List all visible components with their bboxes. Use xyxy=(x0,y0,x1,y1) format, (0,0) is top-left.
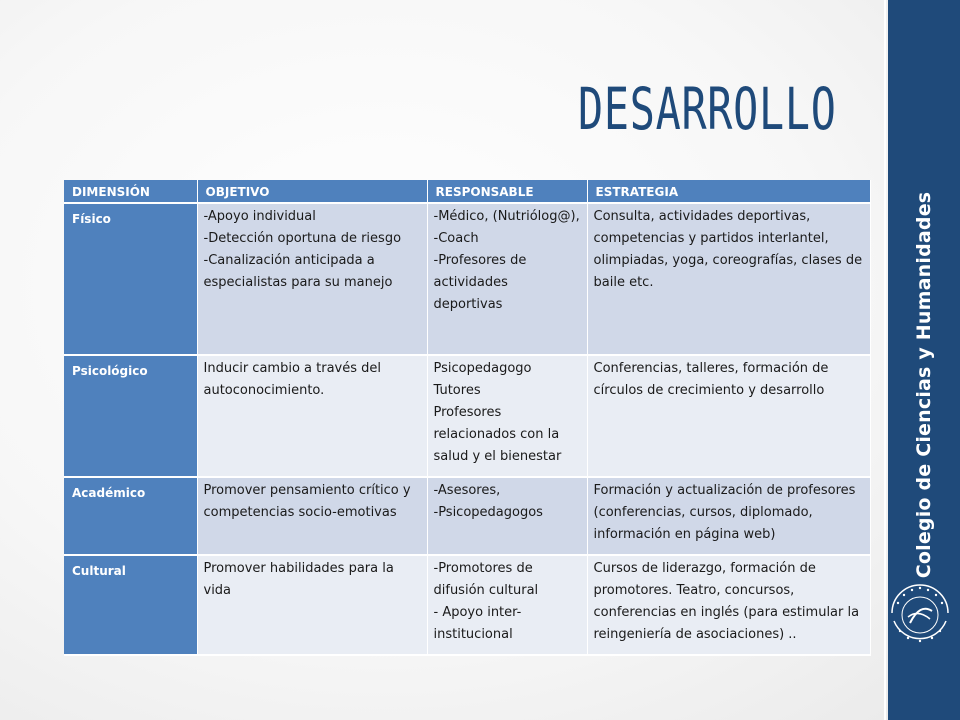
dimension-cell: Cultural xyxy=(64,555,197,655)
responsable-line: -Promotores de difusión cultural xyxy=(433,561,539,598)
responsable-line: - Apoyo inter-institucional xyxy=(433,605,522,642)
objetivo-cell xyxy=(197,355,427,477)
dimension-cell: Físico xyxy=(64,203,197,355)
objetivo-line: Inducir cambio a través del autoconocimiento. xyxy=(203,361,381,398)
estrategia-cell xyxy=(587,355,870,477)
objetivo-line: Promover pensamiento crítico y competencias socio-emotivas xyxy=(203,483,411,520)
responsable-line: -Asesores, xyxy=(433,483,501,498)
responsable-cell xyxy=(427,477,587,555)
page-title: DESARROLLO xyxy=(578,75,837,143)
header-dimension: DIMENSIÓN xyxy=(64,180,197,203)
header-responsable: RESPONSABLE xyxy=(427,180,587,203)
responsable-line: -Psicopedagogos xyxy=(433,505,543,520)
responsable-line: -Médico, (Nutriólog@), xyxy=(433,209,580,224)
table-row xyxy=(64,477,870,555)
objetivo-cell xyxy=(197,203,427,355)
responsable-cell xyxy=(427,555,587,655)
estrategia-line: Conferencias, talleres, formación de círculos de crecimiento y desarrollo xyxy=(593,361,829,398)
responsable-cell xyxy=(427,203,587,355)
table-row xyxy=(64,555,870,655)
objetivo-line: -Apoyo individual xyxy=(203,209,316,224)
table-row xyxy=(64,203,870,355)
objetivo-line: Promover habilidades para la vida xyxy=(203,561,394,598)
objetivo-cell xyxy=(197,477,427,555)
header-objetivo: OBJETIVO xyxy=(197,180,427,203)
responsable-line: Profesores relacionados con la salud y el bienestar xyxy=(433,405,562,464)
responsable-line: -Coach xyxy=(433,231,479,246)
responsable-cell xyxy=(427,355,587,477)
estrategia-line: Cursos de liderazgo, formación de promotores. Teatro, concursos, conferencias en inglés (para estimular la reingeniería de asociaciones) .. xyxy=(593,561,860,642)
objetivo-line: -Canalización anticipada a especialistas para su manejo xyxy=(203,253,393,290)
school-seal-icon xyxy=(880,573,960,653)
estrategia-cell xyxy=(587,477,870,555)
estrategia-cell xyxy=(587,203,870,355)
objetivo-cell xyxy=(197,555,427,655)
responsable-line: Psicopedagogo xyxy=(433,361,532,376)
development-table xyxy=(64,180,871,656)
dimension-cell: Psicológico xyxy=(64,355,197,477)
estrategia-line: Consulta, actividades deportivas, competencias y partidos interlantel, olimpiadas, yoga, coreografías, clases de baile etc. xyxy=(593,209,863,290)
dimension-cell: Académico xyxy=(64,477,197,555)
estrategia-line: Formación y actualización de profesores (conferencias, cursos, diplomado, información en página web) xyxy=(593,483,856,542)
table-row xyxy=(64,355,870,477)
table-header-row xyxy=(64,180,870,203)
header-estrategia: ESTRATEGIA xyxy=(587,180,870,203)
sidebar-label: Colegio de Ciencias y Humanidades xyxy=(913,191,935,579)
responsable-line: Tutores xyxy=(433,383,481,398)
objetivo-line: -Detección oportuna de riesgo xyxy=(203,231,402,246)
responsable-line: -Profesores de actividades deportivas xyxy=(433,253,527,312)
estrategia-cell xyxy=(587,555,870,655)
